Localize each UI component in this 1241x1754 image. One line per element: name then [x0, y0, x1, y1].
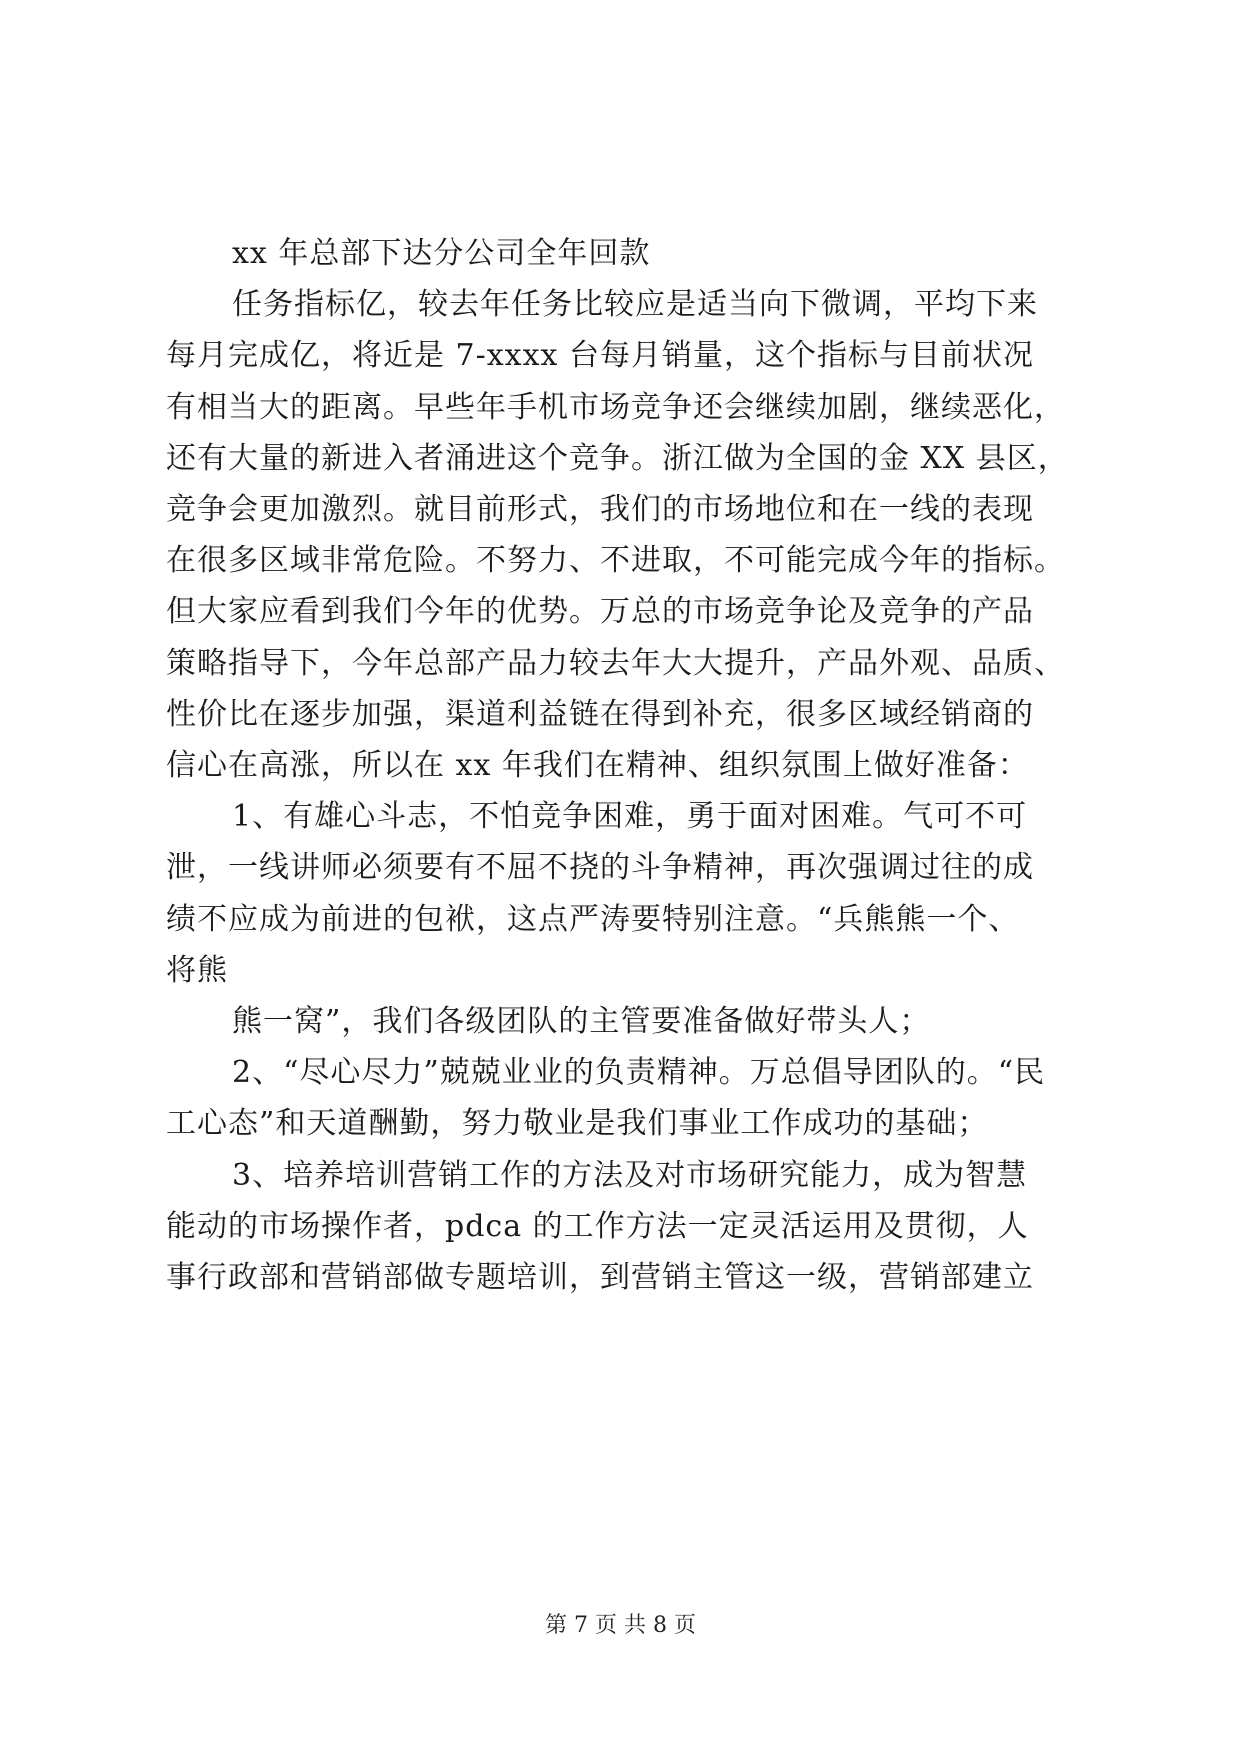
- page-number: 第 7 页 共 8 页: [545, 1613, 696, 1638]
- text-line: 在很多区域非常危险。不努力、不进取，不可能完成今年的指标。: [166, 543, 1065, 579]
- page-footer: [0, 1612, 1241, 1640]
- text-line: 信心在高涨，所以在 xx 年我们在精神、组织氛围上做好准备：: [166, 748, 1029, 784]
- text-line: 竞争会更加激烈。就目前形式，我们的市场地位和在一线的表现: [166, 492, 1034, 528]
- text-line: xx 年总部下达分公司全年回款: [232, 236, 651, 271]
- text-line: 事行政部和营销部做专题培训，到营销主管这一级，营销部建立: [166, 1260, 1034, 1296]
- text-line: 1、有雄心斗志，不怕竞争困难，勇于面对困难。气可不可: [232, 799, 1028, 835]
- text-line: 能动的市场操作者，pdca 的工作方法一定灵活运用及贯彻，人: [166, 1208, 1029, 1244]
- text-line: 性价比在逐步加强，渠道利益链在得到补充，很多区域经销商的: [166, 696, 1034, 732]
- text-line: 每月完成亿，将近是 7-xxxx 台每月销量，这个指标与目前状况: [166, 338, 1034, 374]
- text-line: 将熊: [166, 952, 228, 988]
- text-line: 绩不应成为前进的包袱，这点严涛要特别注意。“兵熊熊一个、: [166, 901, 1020, 937]
- document-body: [166, 228, 1076, 1303]
- text-line: 但大家应看到我们今年的优势。万总的市场竞争论及竞争的产品: [166, 594, 1034, 630]
- text-line: 3、培养培训营销工作的方法及对市场研究能力，成为智慧: [232, 1157, 1028, 1193]
- text-line: 任务指标亿，较去年任务比较应是适当向下微调，平均下来: [232, 287, 1038, 323]
- text-line: 策略指导下，今年总部产品力较去年大大提升，产品外观、品质、: [166, 645, 1065, 681]
- text-line: 泄，一线讲师必须要有不屈不挠的斗争精神，再次强调过往的成: [166, 850, 1034, 886]
- text-line: 有相当大的距离。早些年手机市场竞争还会继续加剧，继续恶化，: [166, 389, 1065, 425]
- text-line: 熊一窝”，我们各级团队的主管要准备做好带头人；: [232, 1004, 931, 1040]
- text-line: 2、“尽心尽力”兢兢业业的负责精神。万总倡导团队的。“民: [232, 1055, 1046, 1091]
- text-line: 工心态”和天道酬勤，努力敬业是我们事业工作成功的基础；: [166, 1106, 989, 1142]
- text-line: 还有大量的新进入者涌进这个竞争。浙江做为全国的金 XX 县区，: [166, 440, 1069, 476]
